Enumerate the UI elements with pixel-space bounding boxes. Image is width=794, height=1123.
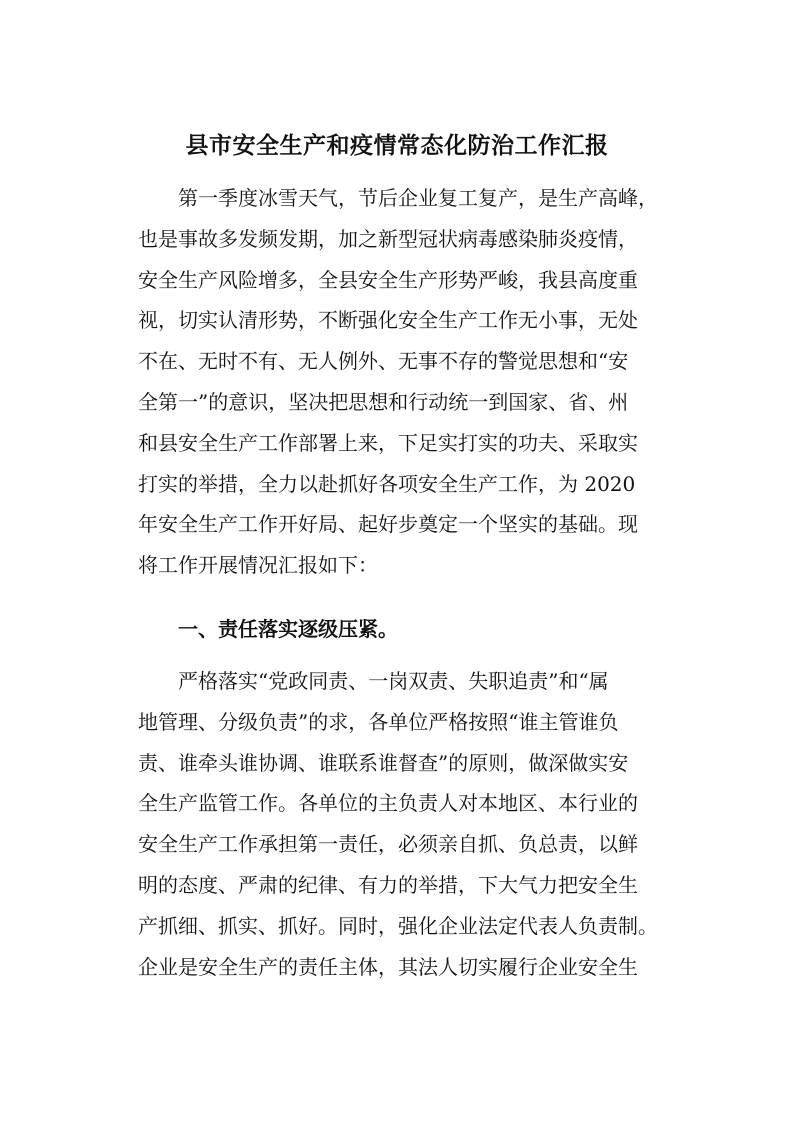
paragraph-line: 地管理、分级负责”的求，各单位严格按照“谁主管谁负 xyxy=(138,709,619,734)
paragraph-line: 将工作开展情况汇报如下： xyxy=(138,553,378,578)
section-heading: 一、责任落实逐级压紧。 xyxy=(178,617,398,641)
paragraph-line: 视，切实认清形势，不断强化安全生产工作无小事，无处 xyxy=(138,308,638,333)
paragraph-line: 打实的举措，全力以赴抓好各项安全生产工作，为 2020 xyxy=(138,471,636,496)
paragraph-line: 第一季度冰雪天气，节后企业复工复产，是生产高峰， xyxy=(178,186,658,210)
paragraph-line: 严格落实“党政同责、一岗双责、失职追责”和“属 xyxy=(178,669,609,693)
paragraph-line: 年安全生产工作开好局、起好步奠定一个坚实的基础。现 xyxy=(138,512,638,537)
paragraph-line: 企业是安全生产的责任主体，其法人切实履行企业安全生 xyxy=(138,954,638,979)
paragraph-line: 不在、无时不有、无人例外、无事不存的警觉思想和“安 xyxy=(138,349,629,374)
document-title: 县市安全生产和疫情常态化防治工作汇报 xyxy=(185,132,609,159)
paragraph-line: 也是事故多发频发期，加之新型冠状病毒感染肺炎疫情， xyxy=(138,226,638,251)
paragraph-line: 和县安全生产工作部署上来，下足实打实的功夫、采取实 xyxy=(138,430,638,455)
paragraph-line: 安全生产工作承担第一责任，必须亲自抓、负总责，以鲜 xyxy=(138,832,638,857)
paragraph-line: 全第一”的意识，坚决把思想和行动统一到国家、省、州 xyxy=(138,389,629,414)
paragraph-line: 安全生产风险增多，全县安全生产形势严峻，我县高度重 xyxy=(138,267,638,292)
paragraph-line: 产抓细、抓实、抓好。同时，强化企业法定代表人负责制。 xyxy=(138,913,658,938)
section1-paragraph xyxy=(138,661,660,987)
paragraph-line: 责、谁牵头谁协调、谁联系谁督查”的原则，做深做实安 xyxy=(138,750,629,775)
paragraph-line: 明的态度、严肃的纪律、有力的举措，下大气力把安全生 xyxy=(138,872,638,897)
intro-paragraph xyxy=(138,178,660,586)
paragraph-line: 全生产监管工作。各单位的主负责人对本地区、本行业的 xyxy=(138,791,638,816)
